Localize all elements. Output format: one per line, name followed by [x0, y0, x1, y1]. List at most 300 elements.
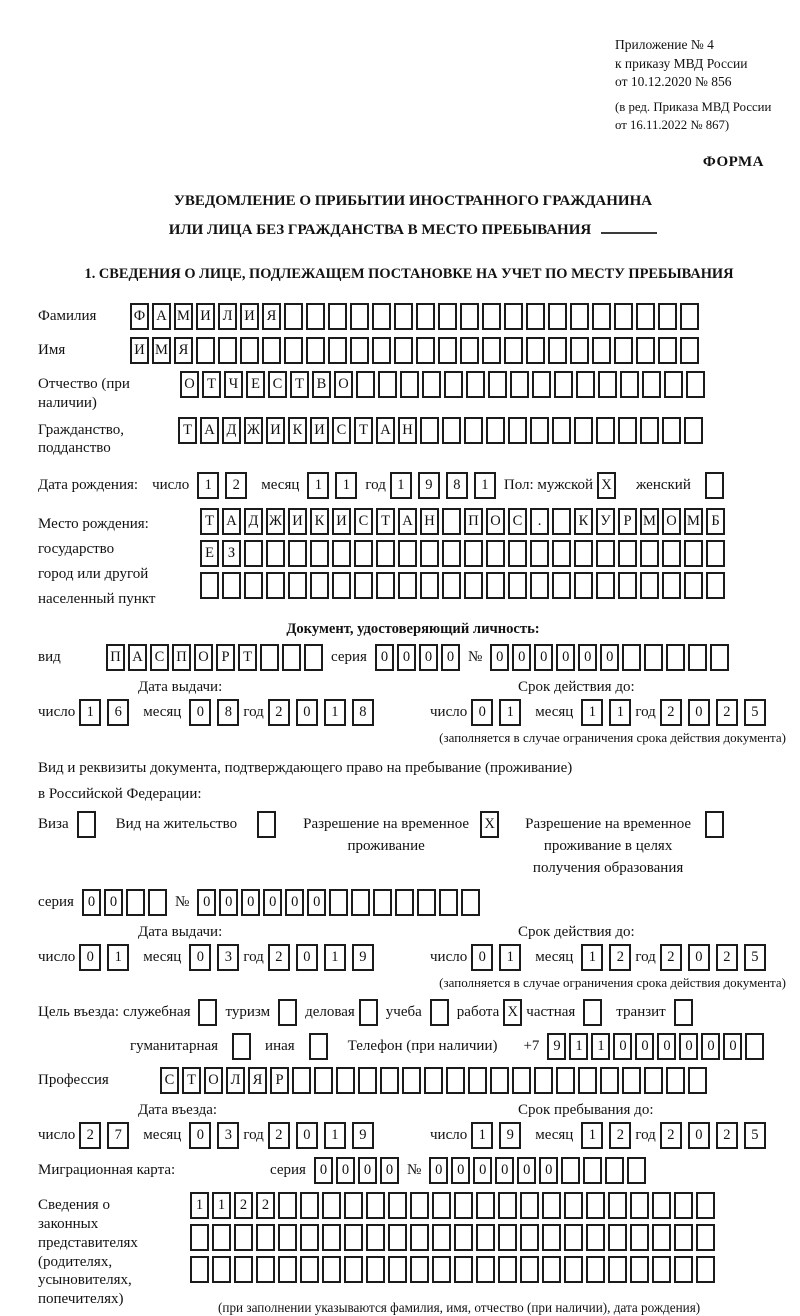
- char-box: [300, 1192, 319, 1219]
- title-underline-blank: [601, 222, 657, 234]
- char-box: [552, 417, 571, 444]
- char-box: [366, 1256, 385, 1283]
- char-box: А: [152, 303, 171, 330]
- char-box: [256, 1224, 275, 1251]
- doc-valid-month-boxes: [581, 699, 631, 726]
- char-box: [212, 1224, 231, 1251]
- char-box: [482, 303, 501, 330]
- char-box: [486, 417, 505, 444]
- profession-row: [38, 1067, 788, 1094]
- rvp-number-boxes: [197, 889, 480, 916]
- char-box: [644, 644, 663, 671]
- char-box: Я: [174, 337, 193, 364]
- char-box: [366, 1192, 385, 1219]
- char-box: Т: [290, 371, 309, 398]
- char-box: [240, 337, 259, 364]
- char-box: [310, 540, 329, 567]
- year-label: год: [635, 1127, 656, 1144]
- char-box: [190, 1224, 209, 1251]
- char-box: Т: [376, 508, 395, 535]
- char-box: [583, 999, 602, 1026]
- char-box: М: [174, 303, 193, 330]
- char-box: О: [204, 1067, 223, 1094]
- char-box: [561, 1157, 580, 1184]
- char-box: [608, 1256, 627, 1283]
- temp-residence-edu-checkbox: [705, 811, 724, 838]
- day-label: число: [38, 949, 76, 966]
- char-box: Т: [178, 417, 197, 444]
- char-box: [542, 1256, 561, 1283]
- char-box: 0: [296, 944, 318, 971]
- char-box: [420, 572, 439, 599]
- char-box: [454, 1192, 473, 1219]
- char-box: 0: [397, 644, 416, 671]
- char-box: [684, 417, 703, 444]
- char-box: [350, 337, 369, 364]
- char-box: X: [480, 811, 499, 838]
- char-box: 3: [217, 944, 239, 971]
- char-box: 0: [441, 644, 460, 671]
- char-box: [498, 1192, 517, 1219]
- doc-dates-row: [38, 679, 788, 726]
- profession-label: Профессия: [38, 1072, 109, 1089]
- char-box: [684, 572, 703, 599]
- entry-date-label: Дата въезда:: [138, 1102, 218, 1119]
- title-line-2: ИЛИ ЛИЦА БЕЗ ГРАЖДАНСТВА В МЕСТО ПРЕБЫВАНИЯ: [168, 221, 592, 238]
- char-box: Р: [270, 1067, 289, 1094]
- char-box: 0: [539, 1157, 558, 1184]
- char-box: [420, 417, 439, 444]
- purpose-humanitarian-checkbox: [232, 1033, 251, 1060]
- char-box: [608, 1192, 627, 1219]
- char-box: [300, 1224, 319, 1251]
- char-box: [395, 889, 414, 916]
- char-box: [416, 303, 435, 330]
- char-box: [636, 303, 655, 330]
- char-box: [322, 1256, 341, 1283]
- char-box: [260, 644, 279, 671]
- char-box: 1: [390, 472, 412, 499]
- entry-dates-row: [38, 1102, 788, 1149]
- char-box: [570, 337, 589, 364]
- citizenship-label: Гражданство, подданство: [38, 421, 125, 457]
- char-box: [532, 371, 551, 398]
- char-box: И: [310, 417, 329, 444]
- char-box: Т: [202, 371, 221, 398]
- char-box: Я: [248, 1067, 267, 1094]
- char-box: 0: [473, 1157, 492, 1184]
- char-box: 0: [578, 644, 597, 671]
- char-box: 0: [701, 1033, 720, 1060]
- stay-year-boxes: [660, 1122, 766, 1149]
- char-box: [432, 1192, 451, 1219]
- char-box: [504, 303, 523, 330]
- doc-valid-year-boxes: [660, 699, 766, 726]
- char-box: [548, 337, 567, 364]
- identity-doc-heading: Документ, удостоверяющий личность:: [286, 621, 540, 638]
- char-box: 0: [189, 699, 211, 726]
- title-line-1: УВЕДОМЛЕНИЕ О ПРИБЫТИИ ИНОСТРАННОГО ГРАЖДАНИНА: [173, 193, 653, 210]
- char-box: 6: [107, 699, 129, 726]
- char-box: [328, 303, 347, 330]
- char-box: Е: [246, 371, 265, 398]
- char-box: [394, 303, 413, 330]
- doc-valid-note: (заполняется в случае ограничения срока действия документа): [439, 730, 786, 746]
- residence-doc-line-2: в Российской Федерации:: [38, 785, 202, 802]
- char-box: 2: [234, 1192, 253, 1219]
- char-box: [284, 337, 303, 364]
- visa-checkbox: [77, 811, 96, 838]
- char-box: Д: [222, 417, 241, 444]
- surname-row: [38, 303, 788, 330]
- char-box: Я: [262, 303, 281, 330]
- rvp-valid-year-boxes: [660, 944, 766, 971]
- char-box: 9: [352, 944, 374, 971]
- char-box: 0: [429, 1157, 448, 1184]
- char-box: [454, 1224, 473, 1251]
- char-box: [622, 1067, 641, 1094]
- purpose-official-checkbox: [198, 999, 217, 1026]
- char-box: 1: [190, 1192, 209, 1219]
- char-box: 9: [499, 1122, 521, 1149]
- char-box: [430, 999, 449, 1026]
- char-box: [662, 540, 681, 567]
- birth-day-boxes: [197, 472, 247, 499]
- char-box: [148, 889, 167, 916]
- char-box: [442, 572, 461, 599]
- char-box: [416, 337, 435, 364]
- char-box: [329, 889, 348, 916]
- char-box: [77, 811, 96, 838]
- char-box: К: [310, 508, 329, 535]
- char-box: О: [486, 508, 505, 535]
- legal-reps-boxes-2: [190, 1224, 715, 1251]
- char-box: [630, 1256, 649, 1283]
- residence-doc-paragraph: [38, 756, 788, 807]
- char-box: М: [152, 337, 171, 364]
- char-box: 2: [79, 1122, 101, 1149]
- rvp-number-label: №: [174, 894, 190, 911]
- char-box: 0: [375, 644, 394, 671]
- char-box: А: [128, 644, 147, 671]
- rvp-series-boxes: [82, 889, 167, 916]
- mig-series-label: серия: [270, 1162, 306, 1179]
- char-box: М: [640, 508, 659, 535]
- char-box: 0: [263, 889, 282, 916]
- char-box: 5: [744, 699, 766, 726]
- char-box: [596, 540, 615, 567]
- char-box: [618, 540, 637, 567]
- char-box: [688, 1067, 707, 1094]
- char-box: [640, 417, 659, 444]
- char-box: [257, 811, 276, 838]
- char-box: [373, 889, 392, 916]
- char-box: О: [194, 644, 213, 671]
- day-label: число: [430, 949, 468, 966]
- char-box: 5: [744, 1122, 766, 1149]
- char-box: [674, 1224, 693, 1251]
- char-box: 2: [268, 1122, 290, 1149]
- char-box: [222, 572, 241, 599]
- char-box: [508, 417, 527, 444]
- char-box: 9: [352, 1122, 374, 1149]
- birth-place-boxes-1: [200, 508, 725, 535]
- char-box: [432, 1256, 451, 1283]
- char-box: [520, 1192, 539, 1219]
- char-box: [608, 1224, 627, 1251]
- char-box: [344, 1192, 363, 1219]
- char-box: [464, 540, 483, 567]
- char-box: [372, 337, 391, 364]
- char-box: [554, 371, 573, 398]
- purpose-transit-label: транзит: [616, 1004, 666, 1021]
- char-box: [288, 540, 307, 567]
- char-box: [359, 999, 378, 1026]
- char-box: [627, 1157, 646, 1184]
- patronymic-boxes: [180, 371, 705, 398]
- char-box: [344, 1224, 363, 1251]
- char-box: [614, 337, 633, 364]
- char-box: 1: [324, 944, 346, 971]
- char-box: 1: [609, 699, 631, 726]
- char-box: 1: [307, 472, 329, 499]
- char-box: 1: [581, 1122, 603, 1149]
- char-box: [350, 303, 369, 330]
- rvp-issue-month-boxes: [189, 944, 239, 971]
- char-box: [652, 1192, 671, 1219]
- birth-month-boxes: [307, 472, 357, 499]
- char-box: [696, 1256, 715, 1283]
- char-box: К: [574, 508, 593, 535]
- char-box: В: [312, 371, 331, 398]
- char-box: [356, 371, 375, 398]
- char-box: [388, 1192, 407, 1219]
- char-box: [622, 644, 641, 671]
- char-box: А: [376, 417, 395, 444]
- char-box: Т: [238, 644, 257, 671]
- char-box: [234, 1224, 253, 1251]
- char-box: З: [222, 540, 241, 567]
- char-box: .: [530, 508, 549, 535]
- char-box: [410, 1224, 429, 1251]
- char-box: [442, 540, 461, 567]
- char-box: [300, 1256, 319, 1283]
- char-box: А: [222, 508, 241, 535]
- char-box: С: [332, 417, 351, 444]
- char-box: [278, 1192, 297, 1219]
- char-box: 9: [547, 1033, 566, 1060]
- year-label: год: [243, 949, 264, 966]
- char-box: [520, 1256, 539, 1283]
- rvp-issue-day-boxes: [79, 944, 129, 971]
- entry-year-boxes: [268, 1122, 374, 1149]
- char-box: [376, 572, 395, 599]
- legal-reps-row: [38, 1192, 788, 1316]
- char-box: [476, 1224, 495, 1251]
- char-box: [190, 1256, 209, 1283]
- char-box: [417, 889, 436, 916]
- char-box: С: [268, 371, 287, 398]
- char-box: [684, 540, 703, 567]
- char-box: 0: [723, 1033, 742, 1060]
- surname-boxes: [130, 303, 699, 330]
- char-box: [126, 889, 145, 916]
- char-box: 1: [107, 944, 129, 971]
- char-box: [366, 1224, 385, 1251]
- char-box: [336, 1067, 355, 1094]
- patronymic-row: [38, 371, 788, 413]
- char-box: 1: [335, 472, 357, 499]
- char-box: М: [684, 508, 703, 535]
- char-box: [706, 540, 725, 567]
- char-box: 1: [591, 1033, 610, 1060]
- char-box: 0: [688, 699, 710, 726]
- char-box: С: [354, 508, 373, 535]
- year-label: год: [243, 704, 264, 721]
- char-box: [460, 337, 479, 364]
- purpose-other-checkbox: [309, 1033, 328, 1060]
- char-box: [664, 371, 683, 398]
- char-box: [438, 303, 457, 330]
- char-box: Н: [398, 417, 417, 444]
- char-box: 2: [716, 1122, 738, 1149]
- char-box: [332, 540, 351, 567]
- char-box: У: [596, 508, 615, 535]
- char-box: [488, 371, 507, 398]
- char-box: [388, 1224, 407, 1251]
- char-box: [614, 303, 633, 330]
- char-box: [332, 572, 351, 599]
- char-box: [322, 1224, 341, 1251]
- char-box: 0: [296, 1122, 318, 1149]
- char-box: 0: [679, 1033, 698, 1060]
- char-box: 0: [285, 889, 304, 916]
- char-box: 8: [352, 699, 374, 726]
- sex-male-checkbox: [597, 472, 616, 499]
- char-box: 3: [217, 1122, 239, 1149]
- char-box: [688, 644, 707, 671]
- birth-place-label-line: государство: [38, 541, 115, 558]
- edition-line: от 16.11.2022 № 867): [615, 117, 730, 132]
- char-box: [372, 303, 391, 330]
- entry-day-boxes: [79, 1122, 129, 1149]
- char-box: [376, 540, 395, 567]
- phone-label: Телефон (при наличии): [347, 1038, 498, 1055]
- purpose-transit-checkbox: [674, 999, 693, 1026]
- char-box: [552, 508, 571, 535]
- char-box: [526, 337, 545, 364]
- char-box: [705, 472, 724, 499]
- rvp-issue-year-boxes: [268, 944, 374, 971]
- char-box: [596, 572, 615, 599]
- char-box: 1: [79, 699, 101, 726]
- char-box: Е: [200, 540, 219, 567]
- year-label: год: [365, 477, 386, 494]
- char-box: 0: [635, 1033, 654, 1060]
- char-box: [256, 1256, 275, 1283]
- char-box: [461, 889, 480, 916]
- char-box: [680, 303, 699, 330]
- char-box: 0: [657, 1033, 676, 1060]
- char-box: [696, 1192, 715, 1219]
- day-label: число: [430, 1127, 468, 1144]
- stay-month-boxes: [581, 1122, 631, 1149]
- char-box: [556, 1067, 575, 1094]
- char-box: 5: [744, 944, 766, 971]
- doc-issue-month-boxes: [189, 699, 239, 726]
- char-box: [466, 371, 485, 398]
- birth-date-label: Дата рождения:: [38, 477, 139, 494]
- char-box: [420, 540, 439, 567]
- char-box: 1: [471, 1122, 493, 1149]
- char-box: 0: [219, 889, 238, 916]
- char-box: [574, 417, 593, 444]
- appendix-line: от 10.12.2020 № 856: [615, 74, 732, 90]
- doc-valid-until-label: Срок действия до:: [518, 679, 635, 696]
- migration-card-row: [38, 1157, 788, 1184]
- char-box: [244, 540, 263, 567]
- char-box: [508, 540, 527, 567]
- char-box: 2: [660, 699, 682, 726]
- char-box: [618, 572, 637, 599]
- char-box: [200, 572, 219, 599]
- char-box: [552, 540, 571, 567]
- char-box: [400, 371, 419, 398]
- char-box: [605, 1157, 624, 1184]
- char-box: [314, 1067, 333, 1094]
- char-box: Л: [218, 303, 237, 330]
- char-box: [658, 337, 677, 364]
- purpose-private-checkbox: [583, 999, 602, 1026]
- char-box: 0: [613, 1033, 632, 1060]
- char-box: [198, 999, 217, 1026]
- char-box: Ч: [224, 371, 243, 398]
- month-label: месяц: [535, 949, 574, 966]
- patronymic-label: Отчество (при наличии): [38, 376, 130, 411]
- birth-place-label-line: Место рождения:: [38, 516, 149, 533]
- birth-place-label-line: населенный пункт: [38, 591, 156, 608]
- doc-issue-date-label: Дата выдачи:: [138, 679, 223, 696]
- char-box: [542, 1224, 561, 1251]
- doc-series-label: серия: [331, 649, 367, 666]
- char-box: [476, 1192, 495, 1219]
- char-box: [278, 999, 297, 1026]
- char-box: 0: [197, 889, 216, 916]
- doc-type-row: [38, 644, 788, 671]
- char-box: [658, 303, 677, 330]
- char-box: [244, 572, 263, 599]
- rvp-valid-month-boxes: [581, 944, 631, 971]
- char-box: [548, 303, 567, 330]
- char-box: [636, 337, 655, 364]
- char-box: Ж: [266, 508, 285, 535]
- char-box: [354, 572, 373, 599]
- doc-type-label: вид: [38, 649, 61, 666]
- char-box: [618, 417, 637, 444]
- rvp-series-label: серия: [38, 894, 74, 911]
- name-label: Имя: [38, 342, 66, 359]
- char-box: [674, 999, 693, 1026]
- char-box: 0: [104, 889, 123, 916]
- temp-residence-checkbox: [480, 811, 499, 838]
- legal-reps-note: (при заполнении указываются фамилия, имя, отчество (при наличии), дата рождения): [218, 1300, 701, 1316]
- char-box: [574, 572, 593, 599]
- char-box: [490, 1067, 509, 1094]
- char-box: [640, 572, 659, 599]
- char-box: [526, 303, 545, 330]
- month-label: месяц: [143, 704, 182, 721]
- citizenship-row: [38, 417, 788, 459]
